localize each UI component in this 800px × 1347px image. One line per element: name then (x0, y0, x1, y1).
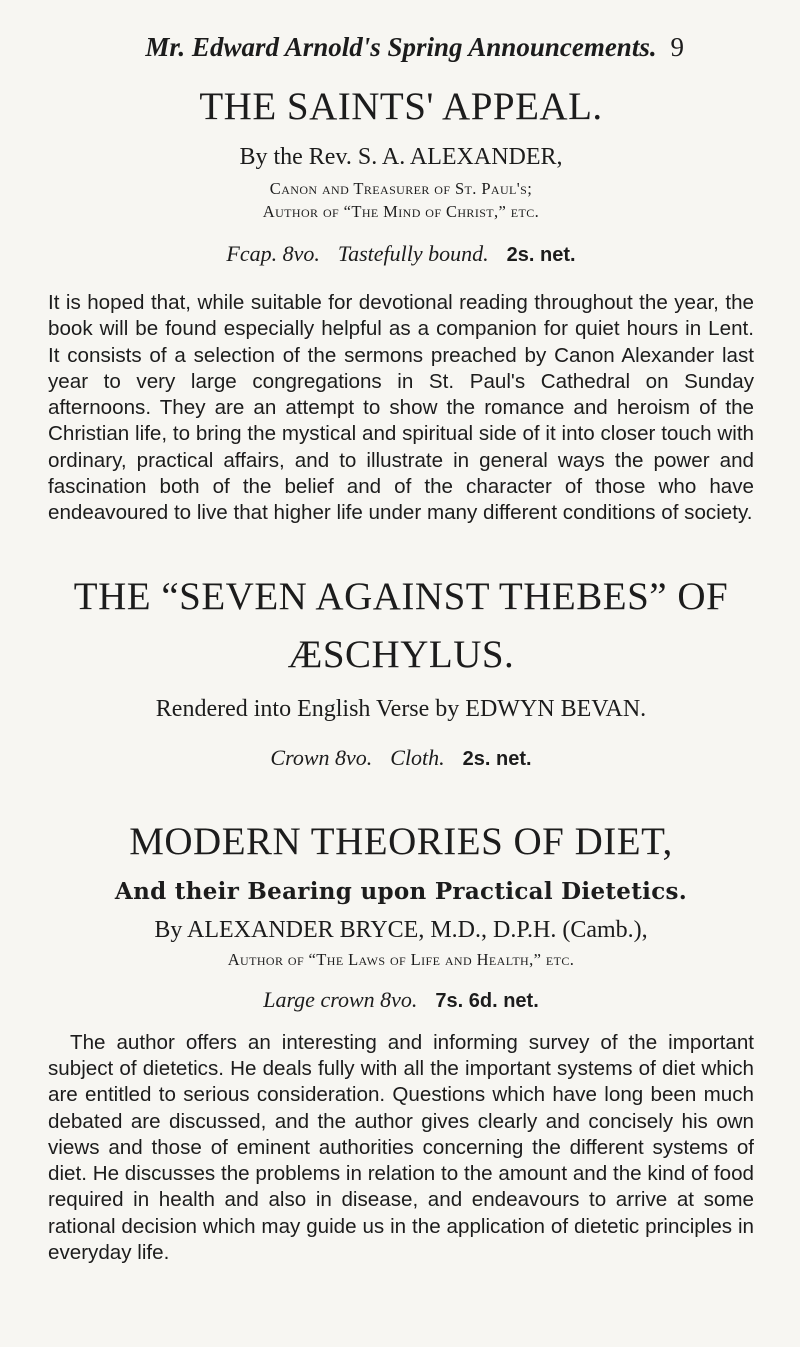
book-title: THE SAINTS' APPEAL. (199, 85, 603, 128)
format-size: Crown 8vo. (270, 744, 373, 770)
page-content (48, 75, 754, 1266)
format-size: Fcap. 8vo. (226, 241, 320, 266)
announcement-saints-appeal (48, 83, 754, 527)
author-line: By the Rev. S. A. ALEXANDER, (239, 144, 563, 170)
format-line (48, 239, 754, 270)
binding: Cloth. (390, 744, 445, 770)
announcement-seven-against-thebes (48, 573, 754, 774)
book-title: MODERN THEORIES OF DIET, (129, 819, 673, 863)
price: 2s. net. (506, 244, 576, 266)
price: 7s. 6d. net. (435, 989, 539, 1012)
book-title: THE “SEVEN AGAINST THEBES” OF (73, 574, 729, 618)
announcement-modern-theories-of-diet (48, 818, 754, 1267)
author-line: Rendered into English Verse by EDWYN BEVAN. (155, 695, 647, 722)
format-line (48, 743, 754, 774)
author-line: By ALEXANDER BRYCE, M.D., D.P.H. (Camb.), (154, 916, 648, 943)
page-number: 9 (670, 32, 684, 62)
book-title-continued: ÆSCHYLUS. (287, 632, 515, 676)
running-head (118, 30, 684, 64)
book-subtitle: And their Bearing upon Practical Dietetics. (114, 877, 688, 905)
description: It is hoped that, while suitable for devotional reading throughout the year, the book will be found especially helpful as a companion for quiet hours in Lent. It consists of a selection of the sermons preached by Canon Alexander last year to very large congregations in St. Paul's Cathedral on Sunday afternoons. They are an attempt to show the romance and heroism of the Christian life, to bring the mystical and spiritual side of it into closer touch with ordinary, practical affairs, and to illustrate in general ways the power and fascination both of the belief and of the character of those who have endeavoured to live that higher life under many different conditions of society. (48, 291, 754, 525)
author-credit: Author of “The Mind of Christ,” etc. (262, 202, 540, 221)
author-credit: Canon and Treasurer of St. Paul's; (269, 179, 533, 198)
price: 2s. net. (462, 747, 532, 770)
running-head-title: Mr. Edward Arnold's Spring Announcements. (145, 32, 657, 62)
format-line (48, 985, 754, 1016)
format-size: Large crown 8vo. (263, 986, 418, 1012)
binding: Tastefully bound. (337, 241, 489, 266)
author-credit: Author of “The Laws of Life and Health,” etc. (227, 949, 575, 969)
description: The author offers an interesting and informing survey of the important subject of dietetics. He deals fully with all the important systems of diet which are entitled to serious consideration. Questions which have long been much debated are discussed, and the author gives clearly and concisely his own views and those of eminent authorities concerning the different systems of diet. He discusses the problems in relation to the amount and the kind of food required in health and also in disease, and endeavours to arrive at some rational decision which may guide us in the application of dietetic principles in everyday life. (48, 1030, 754, 1265)
